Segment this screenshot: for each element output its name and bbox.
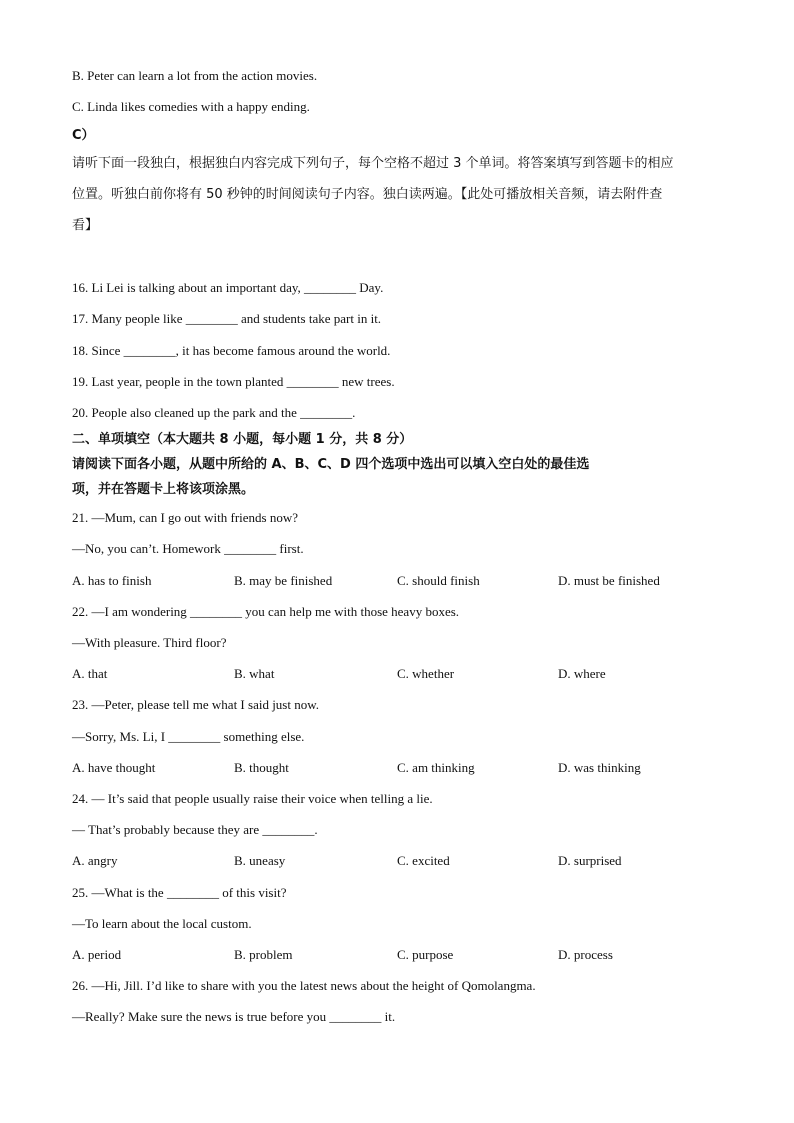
option-24-d: D. surprised	[558, 853, 622, 868]
option-25-d: D. process	[558, 947, 613, 962]
option-25-b: B. problem	[234, 947, 293, 962]
question-26: 26. —Hi, Jill. I’d like to share with you the latest news about the height of Qomolangma.	[72, 978, 536, 993]
answer-line-21: —No, you can’t. Homework ________ first.	[72, 541, 304, 556]
answer-line-23: —Sorry, Ms. Li, I ________ something else.	[72, 729, 305, 744]
options-21	[72, 573, 722, 589]
answer-line-25: —To learn about the local custom.	[72, 916, 252, 931]
option-21-c: C. should finish	[397, 573, 480, 588]
option-23-b: B. thought	[234, 760, 289, 775]
option-21-a: A. has to finish	[72, 573, 152, 588]
section-2-instructions-line-1: 请阅读下面各小题，从题中所给的 A、B、C、D 四个选项中选出可以填入空白处的最佳选	[72, 457, 590, 472]
section-2-heading: 二、单项填空（本大题共 8 小题，每小题 1 分，共 8 分）	[72, 432, 413, 447]
option-25-a: A. period	[72, 947, 122, 962]
answer-line-22: —With pleasure. Third floor?	[72, 635, 227, 650]
option-24-c: C. excited	[397, 853, 450, 868]
question-21: 21. —Mum, can I go out with friends now?	[72, 510, 299, 525]
option-23-c: C. am thinking	[397, 760, 475, 775]
question-23: 23. —Peter, please tell me what I said just now.	[72, 697, 320, 712]
options-24	[72, 853, 722, 869]
option-24-b: B. uneasy	[234, 853, 286, 868]
answer-line-26: —Really? Make sure the news is true before you ________ it.	[72, 1009, 396, 1024]
option-21-d: D. must be finished	[558, 573, 660, 588]
section-2-instructions-line-2: 项，并在答题卡上将该项涂黑。	[72, 482, 255, 497]
option-24-a: A. angry	[72, 853, 118, 868]
option-21-b: B. may be finished	[234, 573, 333, 588]
fill-item-16: 16. Li Lei is talking about an important day, ________ Day.	[72, 280, 384, 295]
fill-item-17: 17. Many people like ________ and students take part in it.	[72, 311, 382, 326]
answer-line-24: — That’s probably because they are ________.	[72, 822, 318, 837]
fill-item-20: 20. People also cleaned up the park and the ________.	[72, 405, 356, 420]
options-25	[72, 947, 722, 963]
option-c-line: C. Linda likes comedies with a happy ending.	[72, 99, 310, 114]
section-c-instructions-line-2: 位置。听独白前你将有 50 秒钟的时间阅读句子内容。独白读两遍。【此处可播放相关音频，请去附件查	[72, 187, 663, 202]
option-22-a: A. that	[72, 666, 108, 681]
section-c-instructions-line-3: 看】	[72, 218, 99, 233]
section-c-instructions-line-1: 请听下面一段独白，根据独白内容完成下列句子，每个空格不超过 3 个单词。将答案填写到答题卡的相应	[72, 156, 674, 171]
option-22-b: B. what	[234, 666, 275, 681]
option-22-d: D. where	[558, 666, 606, 681]
option-b-line: B. Peter can learn a lot from the action movies.	[72, 68, 318, 83]
fill-item-19: 19. Last year, people in the town planted ________ new trees.	[72, 374, 395, 389]
question-25: 25. —What is the ________ of this visit?	[72, 885, 287, 900]
option-25-c: C. purpose	[397, 947, 454, 962]
options-22	[72, 666, 722, 682]
question-22: 22. —I am wondering ________ you can help me with those heavy boxes.	[72, 604, 460, 619]
option-23-d: D. was thinking	[558, 760, 641, 775]
fill-item-18: 18. Since ________, it has become famous around the world.	[72, 343, 391, 358]
section-c-label: C）	[72, 128, 95, 143]
option-22-c: C. whether	[397, 666, 455, 681]
option-23-a: A. have thought	[72, 760, 156, 775]
question-24: 24. — It’s said that people usually raise their voice when telling a lie.	[72, 791, 433, 806]
options-23	[72, 760, 722, 776]
